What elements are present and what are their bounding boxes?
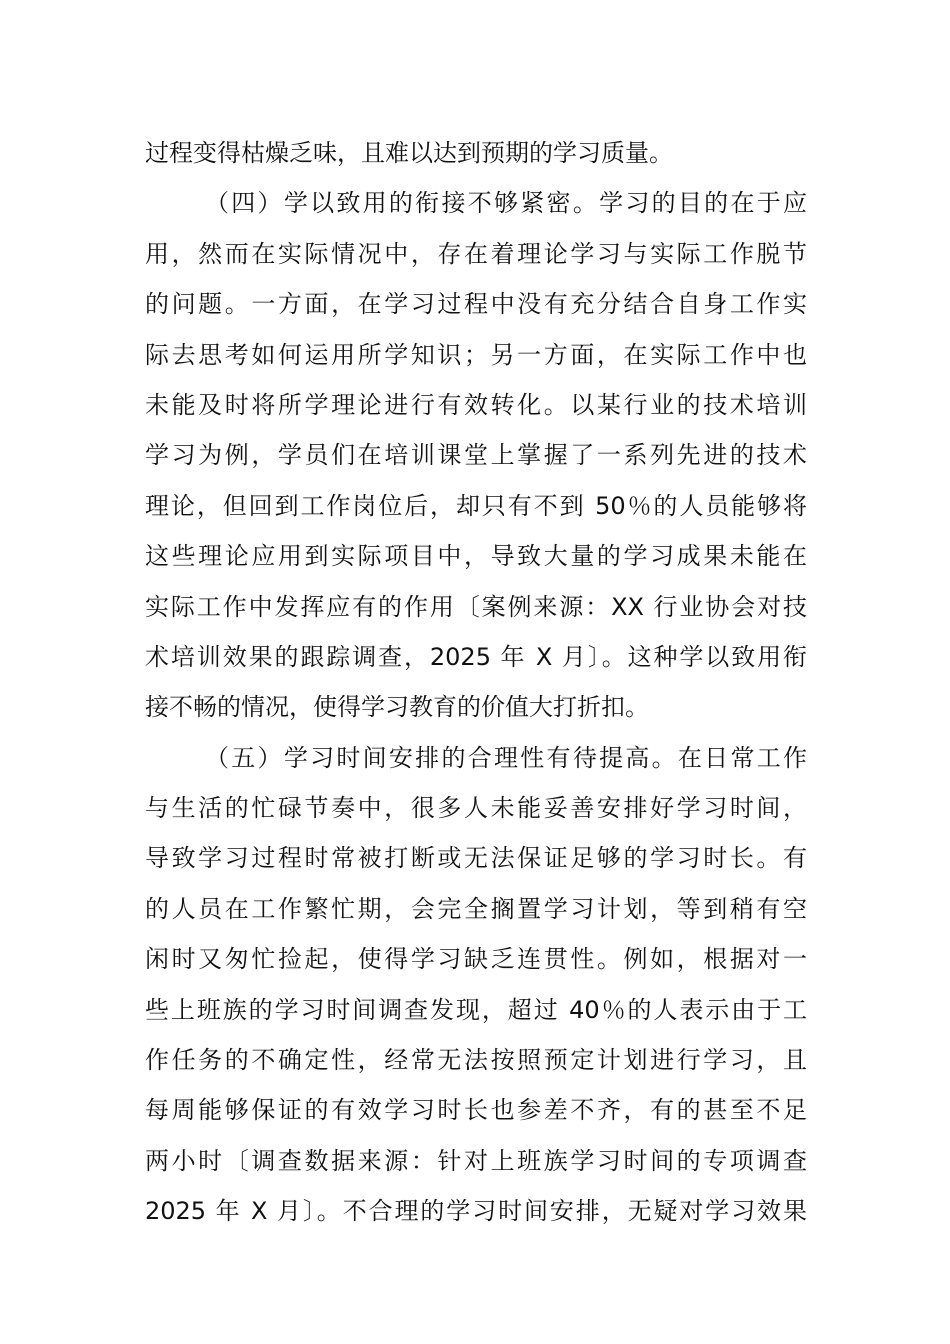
paragraph-line: （五）学习时间安排的合理性有待提高。在日常工作	[205, 743, 807, 772]
paragraph-line: 导致学习过程时常被打断或无法保证足够的学习时长。有	[145, 844, 807, 873]
document-body	[145, 128, 807, 1237]
paragraph-line: 2025 年 X 月〕。不合理的学习时间安排，无疑对学习效果	[145, 1197, 807, 1226]
paragraph-line: 两小时〔调查数据来源：针对上班族学习时间的专项调查	[145, 1146, 807, 1175]
paragraph-line: 这些理论应用到实际项目中，导致大量的学习成果未能在	[145, 542, 807, 571]
paragraph-line: 实际工作中发挥应有的作用〔案例来源：XX 行业协会对技	[145, 592, 807, 621]
paragraph-line: 术培训效果的跟踪调查，2025 年 X 月〕。这种学以致用衔	[145, 642, 807, 671]
paragraph-line: （四）学以致用的衔接不够紧密。学习的目的在于应	[205, 189, 807, 218]
paragraph-line: 的人员在工作繁忙期，会完全搁置学习计划，等到稍有空	[145, 894, 807, 923]
paragraph-line: 与生活的忙碌节奏中，很多人未能妥善安排好学习时间，	[145, 794, 807, 823]
paragraph-line: 用，然而在实际情况中，存在着理论学习与实际工作脱节	[145, 239, 807, 268]
paragraph-line: 理论，但回到工作岗位后，却只有不到 50％的人员能够将	[145, 491, 807, 520]
paragraph-line: 际去思考如何运用所学知识；另一方面，在实际工作中也	[145, 340, 807, 369]
paragraph-line: 作任务的不确定性，经常无法按照预定计划进行学习，且	[145, 1046, 807, 1075]
paragraph-line: 过程变得枯燥乏味，且难以达到预期的学习质量。	[145, 139, 673, 167]
paragraph-line: 些上班族的学习时间调查发现，超过 40％的人表示由于工	[145, 995, 807, 1024]
paragraph-line: 闲时又匆忙捡起，使得学习缺乏连贯性。例如，根据对一	[145, 945, 807, 974]
paragraph-line: 每周能够保证的有效学习时长也参差不齐，有的甚至不足	[145, 1096, 807, 1125]
paragraph-line: 未能及时将所学理论进行有效转化。以某行业的技术培训	[145, 390, 807, 419]
paragraph-line: 学习为例，学员们在培训课堂上掌握了一系列先进的技术	[145, 441, 807, 470]
paragraph-line: 的问题。一方面，在学习过程中没有充分结合自身工作实	[145, 290, 807, 319]
paragraph-line: 接不畅的情况，使得学习教育的价值大打折扣。	[145, 693, 649, 722]
